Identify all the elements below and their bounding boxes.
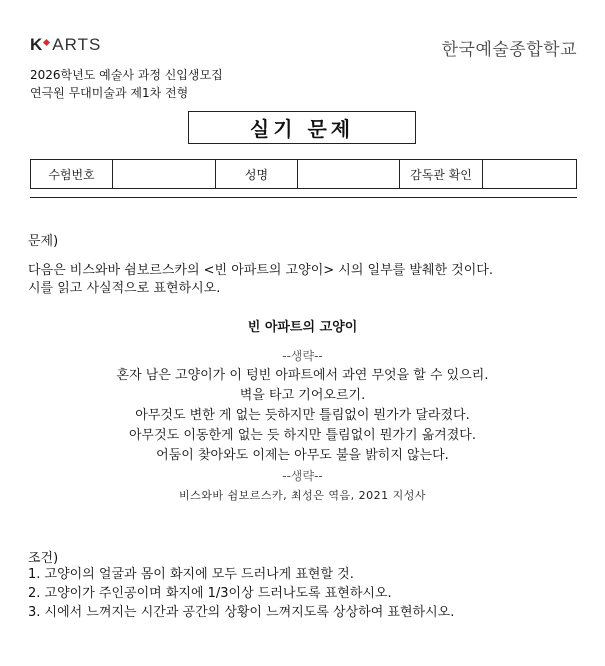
poem-line: 벽을 타고 기어오르기. [239,388,366,403]
proctor-label: 감독관 확인 [400,160,483,189]
poem-excerpt [0,346,605,486]
page-title: 실기 문제 [188,111,416,144]
question-instruction [28,262,493,298]
proctor-field[interactable] [483,160,577,189]
school-name: 한국예술종합학교 [441,40,577,60]
candidate-info-table [30,159,577,189]
logo-text: ARTS [52,35,102,54]
poem-title: 빈 아파트의 고양이 [247,320,358,335]
exam-department-line: 연극원 무대미술과 제1차 전형 [30,86,189,100]
name-label: 성명 [216,160,298,189]
poem-source: 비스와바 쉼보르스카, 최성은 역음, 2021 지성사 [178,489,427,502]
question-label: 문제) [28,234,59,249]
poem-line: 혼자 남은 고양이가 이 텅빈 아파트에서 과연 무엇을 할 수 있으리. [116,368,489,383]
condition-item: 2. 고양이가 주인공이며 화지에 1/3이상 드러나도록 표현하시오. [28,586,392,601]
divider [30,197,577,198]
instruction-line: 시를 읽고 사실적으로 표현하시오. [28,281,221,296]
conditions-list [28,565,454,622]
logo-dot-icon [43,38,50,45]
exam-number-label: 수험번호 [31,160,113,189]
name-field[interactable] [298,160,400,189]
instruction-line: 다음은 비스와바 쉼보르스카의 <빈 아파트의 고양이> 시의 일부를 발췌한 것이다. [28,263,493,278]
poem-line: 어둠이 찾아와도 이제는 아무도 불을 밝히지 않는다. [156,448,449,463]
conditions-label: 조건) [28,551,59,566]
exam-year-line: 2026학년도 예술사 과정 신입생모집 [30,68,223,82]
k-arts-logo [30,35,101,55]
logo-k: K [30,35,44,54]
condition-item: 1. 고양이의 얼굴과 몸이 화지에 모두 드러나게 표현할 것. [28,567,354,582]
poem-line: 아무것도 변한 게 없는 듯하지만 틀림없이 뭔가가 달라졌다. [135,408,470,423]
omission-mark: --생략-- [282,469,323,483]
exam-number-field[interactable] [113,160,216,189]
poem-line: 아무것도 이동한게 없는 듯 하지만 틀림없이 뭔가기 옮겨졌다. [128,428,476,443]
omission-mark: --생략-- [282,349,323,363]
condition-item: 3. 시에서 느껴지는 시간과 공간의 상황이 느껴지도록 상상하여 표현하시오. [28,605,455,620]
